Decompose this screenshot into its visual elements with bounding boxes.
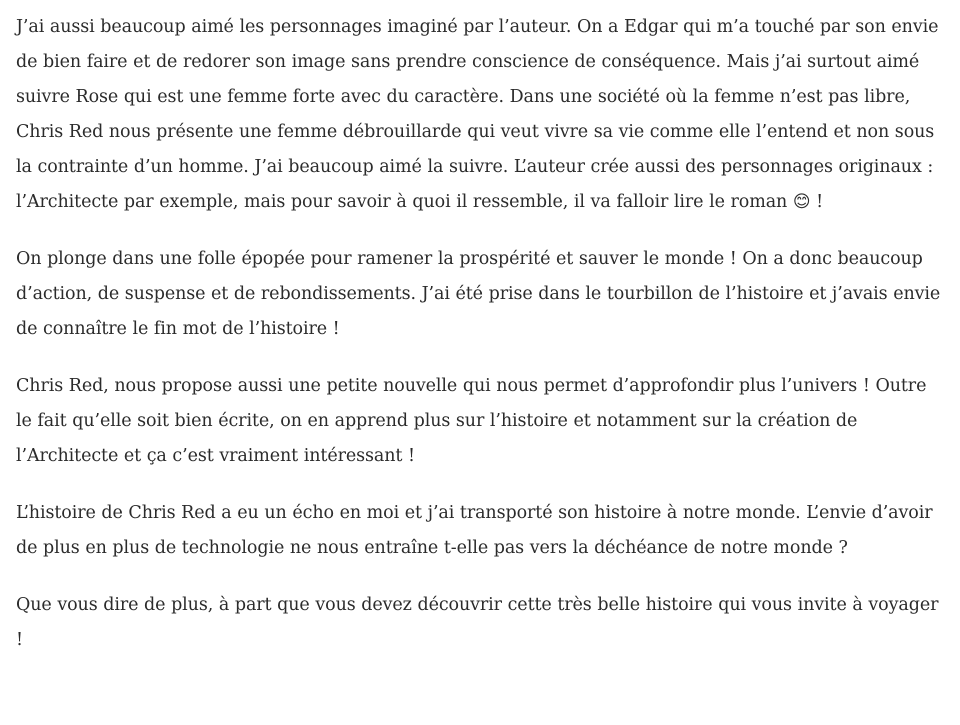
paragraph-1-text: J’ai aussi beaucoup aimé les personnages imaginé par l’auteur. On a Edgar qui m’a touché par son envie de bien faire et de redorer son image sans prendre conscience de conséquence. Mais j’ai surtout aimé suivre Rose qui est une femme forte avec du caractère. Dans une société où la femme n’est pas libre, Chris Red nous présente une femme débrouillarde qui veut vivre sa vie comme elle l’entend et non sous la contrainte d’un homme. J’ai beaucoup aimé la suivre. L’auteur crée aussi des personnages originaux : l’Architecte par exemple, mais pour savoir à quoi il ressemble, il va falloir lire le roman (16, 17, 939, 212)
review-paragraph-3: Chris Red, nous propose aussi une petite nouvelle qui nous permet d’approfondir plus l’univers ! Outre le fait qu’elle soit bien écrite, on en apprend plus sur l’histoire et notamment sur la création de l’Architecte et ça c’est vraiment intéressant ! (16, 376, 927, 466)
smiling-face-emoji-icon: 😊 (792, 192, 811, 212)
review-paragraph-4: L’histoire de Chris Red a eu un écho en moi et j’ai transporté son histoire à notre monde. L’envie d’avoir de plus en plus de technologie ne nous entraîne t-elle pas vers la déchéance de notre monde ? (16, 503, 933, 558)
review-paragraph-2: On plonge dans une folle épopée pour ramener la prospérité et sauver le monde ! On a donc beaucoup d’action, de suspense et de rebondissements. J’ai été prise dans le tourbillon de l’histoire et j’avais envie de connaître le fin mot de l’histoire ! (16, 249, 941, 339)
review-paragraph-1 (16, 10, 944, 220)
review-paragraph-5: Que vous dire de plus, à part que vous devez découvrir cette très belle histoire qui vous invite à voyager ! (16, 595, 939, 650)
paragraph-1-text-after-emoji: ! (810, 192, 824, 212)
